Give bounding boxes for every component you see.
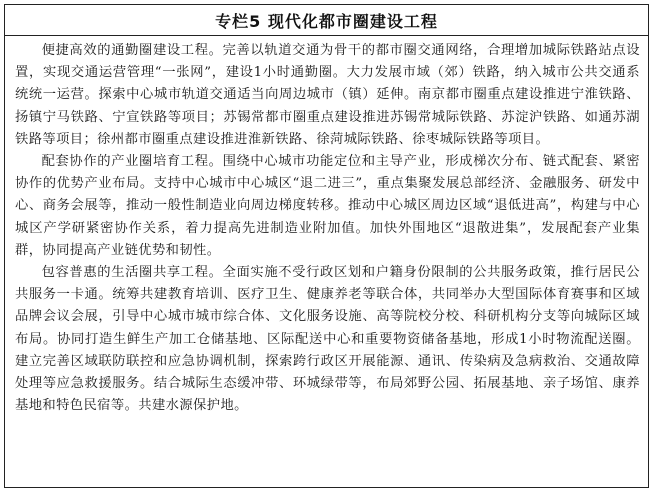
column-content xyxy=(5,36,648,417)
column-title: 专栏5 现代化都市圈建设工程 xyxy=(215,11,438,31)
paragraph-living-circle: 包容普惠的生活圈共享工程。全面实施不受行政区划和户籍身份限制的公共服务政策，推行居民公共服务一卡通。统筹共建教育培训、医疗卫生、健康养老等联合体，共同举办大型国际体育赛事和区域品牌会议会展，引导中心城市城市综合体、文化服务设施、高等院校分校、科研机构分支等向城际区域布局。协同打造生鲜生产加工仓储基地、区际配送中心和重要物资储备基地，形成1小时物流配送圈。建立完善区域联防联控和应急协调机制，探索跨行政区开展能源、通讯、传染病及急病救治、交通故障处理等应急救援服务。结合城际生态缓冲带、环城绿带等，布局郊野公园、拓展基地、亲子场馆、康养基地和特色民宿等。共建水源保护地。 xyxy=(15,265,640,414)
title-bar xyxy=(5,5,648,36)
paragraph-commute-circle: 便捷高效的通勤圈建设工程。完善以轨道交通为骨干的都市圈交通网络，合理增加城际铁路站点设置，实现交通运营管理“一张网”，建设1小时通勤圈。大力发展市域（郊）铁路，纳入城市公共交通系统统一运营。探索中心城市轨道交通适当向周边城市（镇）延伸。南京都市圈重点建设推进宁淮铁路、扬镇宁马铁路、宁宣铁路等项目；苏锡常都市圈重点建设推进苏锡常城际铁路、苏淀沪铁路、如通苏湖铁路等项目；徐州都市圈重点建设推进淮新铁路、徐菏城际铁路、徐枣城际铁路等项目。 xyxy=(15,43,640,147)
column-box xyxy=(4,4,649,488)
paragraph-industry-circle: 配套协作的产业圈培育工程。围绕中心城市功能定位和主导产业，形成梯次分布、链式配套、紧密协作的优势产业布局。支持中心城市中心城区“退二进三”，重点集聚发展总部经济、金融服务、研发中心、商务会展等，推动一般性制造业向周边梯度转移。推动中心城区周边区域“退低进高”，构建与中心城区产学研紧密协作关系，着力提高先进制造业附加值。加快外围地区“退散进集”，发展配套产业集群，协同提高产业链优势和韧性。 xyxy=(15,154,640,258)
